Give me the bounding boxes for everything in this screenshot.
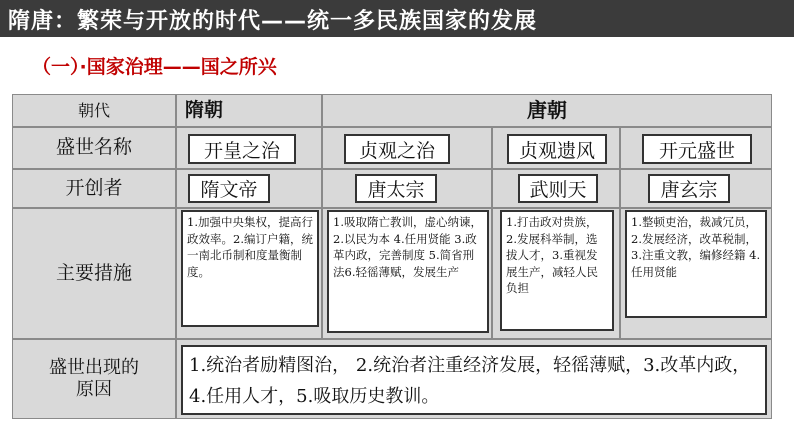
era-name-zhenguan: 贞观之治 (344, 134, 450, 164)
row-label-dynasty: 朝代 (12, 94, 176, 127)
section-subtitle: （一）·国家治理——国之所兴 (32, 56, 277, 78)
measures-xuanzong: 1.整顿吏治，裁减冗员，2.发展经济，改革税制，3.注重文教，编修经籍 4.任用贤能 (625, 210, 767, 318)
title-bar (0, 0, 794, 37)
founder-tangtaizong: 唐太宗 (355, 174, 437, 203)
era-name-kaihuang: 开皇之治 (188, 134, 296, 164)
page-title: 隋唐：繁荣与开放的时代——统一多民族国家的发展 (8, 9, 538, 34)
measures-sui: 1.加强中央集权，提高行政效率。2.编订户籍，统一南北币制和度量衡制度。 (181, 210, 319, 327)
founder-suiwendi: 隋文帝 (188, 174, 270, 203)
row-label-measures: 主要措施 (12, 208, 176, 339)
measures-wuzetian: 1.打击政对贵族，2.发展科举制，选拔人才，3.重视发展生产，减轻人民负担 (500, 210, 614, 331)
era-name-kaiyuan: 开元盛世 (642, 134, 752, 164)
measures-taizong: 1.吸取隋亡教训，虚心纳谏，2.以民为本 4.任用贤能 3.政革内政，完善制度 5.简省刑法6.轻徭薄赋，发展生产 (327, 210, 489, 333)
row-label-reasons: 盛世出现的原因 (12, 339, 176, 419)
era-name-zhenguan-yifeng: 贞观遗风 (507, 134, 607, 164)
reasons-text: 1.统治者励精图治， 2.统治者注重经济发展，轻徭薄赋，3.改革内政，4.任用人才，5.吸取历史教训。 (181, 345, 767, 415)
row-label-founder: 开创者 (12, 169, 176, 208)
header-sui: 隋朝 (176, 94, 322, 127)
founder-tangxuanzong: 唐玄宗 (648, 174, 730, 203)
row-label-name: 盛世名称 (12, 127, 176, 169)
founder-wuzetian: 武则天 (518, 174, 598, 203)
header-tang: 唐朝 (322, 94, 772, 127)
